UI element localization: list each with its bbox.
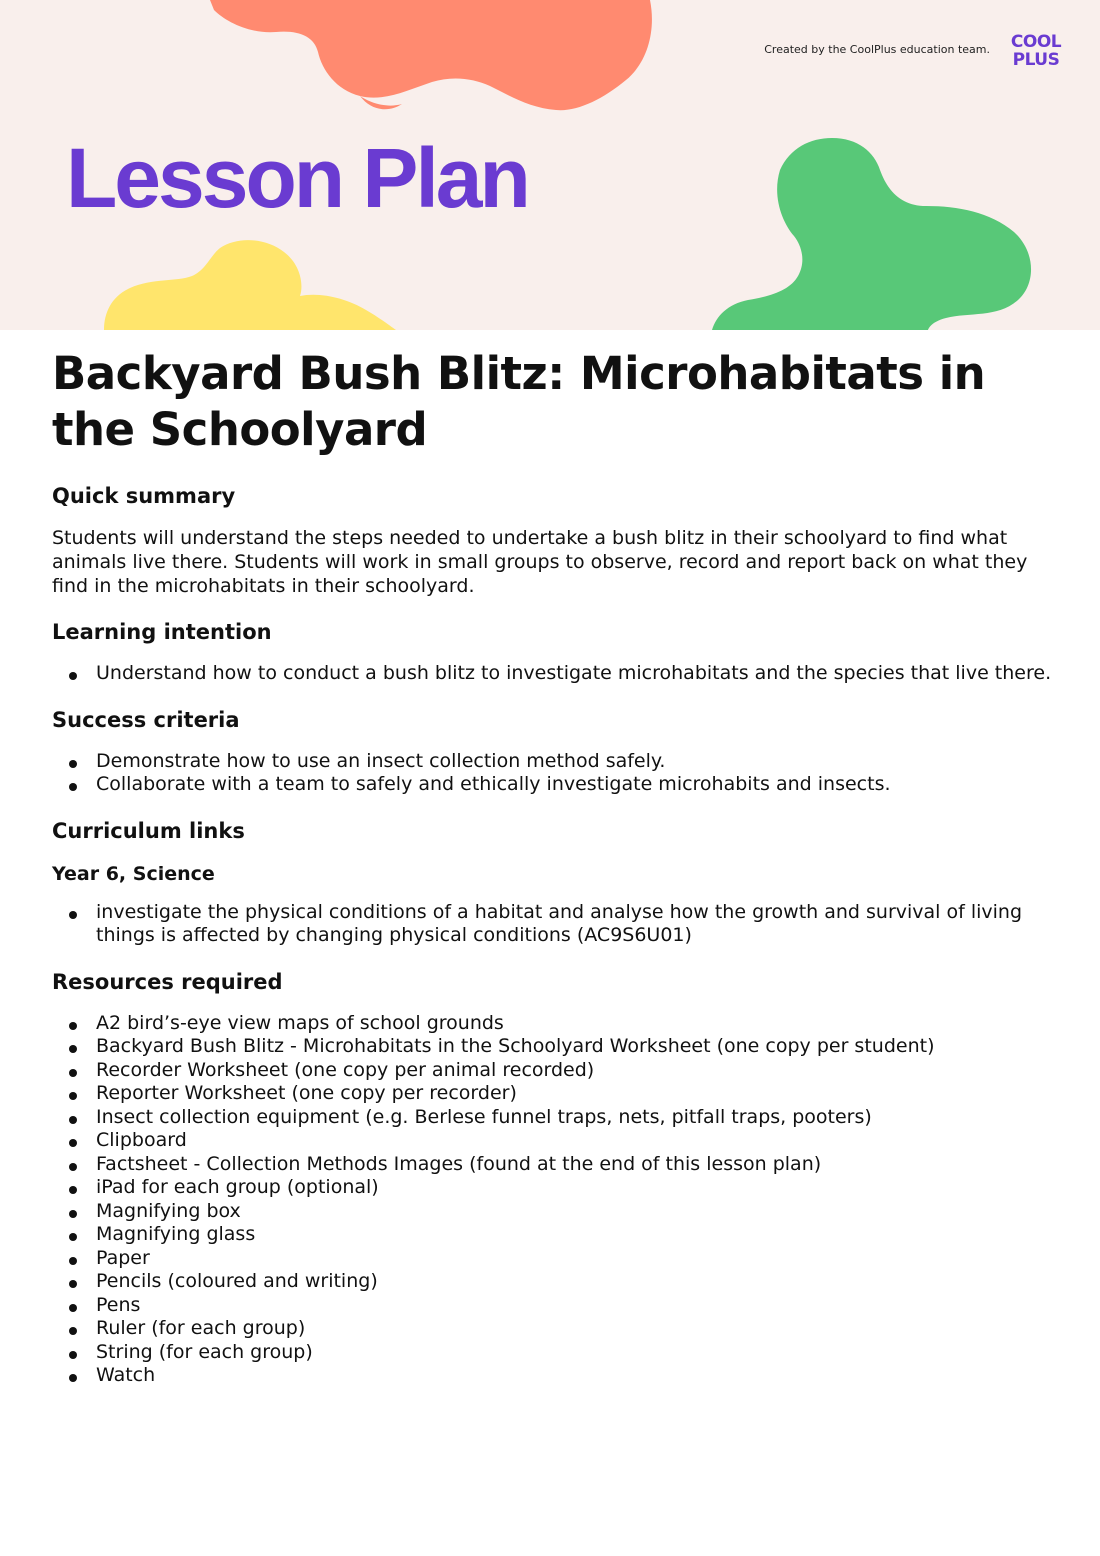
list-item: Understand how to conduct a bush blitz to investigate microhabitats and the species that live there. [52,662,1062,686]
list-item: Pens [52,1294,1062,1318]
list-item: Demonstrate how to use an insect collection method safely. [52,750,1062,774]
coral-paint-blob [210,0,652,110]
curriculum-subheading: Year 6, Science [52,862,215,885]
header-banner [0,0,1100,330]
list-item: Backyard Bush Blitz - Microhabitats in the Schoolyard Worksheet (one copy per student) [52,1035,1062,1059]
resources-list [52,1012,1062,1388]
curriculum-list [52,901,1062,948]
list-item: Insect collection equipment (e.g. Berlese funnel traps, nets, pitfall traps, pooters) [52,1106,1062,1130]
list-item: Ruler (for each group) [52,1317,1062,1341]
list-item: Collaborate with a team to safely and ethically investigate microhabits and insects. [52,773,1062,797]
list-item: A2 bird’s-eye view maps of school grounds [52,1012,1062,1036]
logo-line-plus: PLUS [1012,50,1060,70]
green-paint-blob [712,138,1031,330]
success-criteria-list [52,750,1062,797]
list-item: Watch [52,1364,1062,1388]
list-item: Magnifying glass [52,1223,1062,1247]
list-item: Recorder Worksheet (one copy per animal recorded) [52,1059,1062,1083]
learning-intention-list [52,662,1062,686]
list-item: investigate the physical conditions of a habitat and analyse how the growth and survival of living things is affected by changing physical conditions (AC9S6U01) [52,901,1062,948]
section-heading-success-criteria: Success criteria [52,707,240,732]
section-heading-learning-intention: Learning intention [52,620,272,644]
list-item: iPad for each group (optional) [52,1176,1062,1200]
section-heading-curriculum-links: Curriculum links [52,818,245,843]
logo-line-cool: COOL [1010,32,1062,52]
coolplus-logo [1004,33,1068,73]
section-heading-quick-summary: Quick summary [52,484,236,508]
list-item: Pencils (coloured and writing) [52,1270,1062,1294]
list-item: Paper [52,1247,1062,1271]
list-item: String (for each group) [52,1341,1062,1365]
banner-title: Lesson Plan [66,131,528,225]
list-item: Magnifying box [52,1200,1062,1224]
credit-text: Created by the CoolPlus education team. [764,43,990,56]
list-item: Factsheet - Collection Methods Images (found at the end of this lesson plan) [52,1153,1062,1177]
section-heading-resources: Resources required [52,969,283,994]
document-body [52,346,1062,1408]
quick-summary-text: Students will understand the steps needed to undertake a bush blitz in their schoolyard to find what animals live there. Students will work in small groups to observe, record and report back on what they find in the microhabitats in their schoolyard. [52,527,1028,597]
list-item: Reporter Worksheet (one copy per recorder) [52,1082,1062,1106]
yellow-paint-blob [104,240,396,330]
coral-paint-blob-tail [360,96,402,109]
document-title: Backyard Bush Blitz: Microhabitats in the Schoolyard [52,347,986,456]
list-item: Clipboard [52,1129,1062,1153]
